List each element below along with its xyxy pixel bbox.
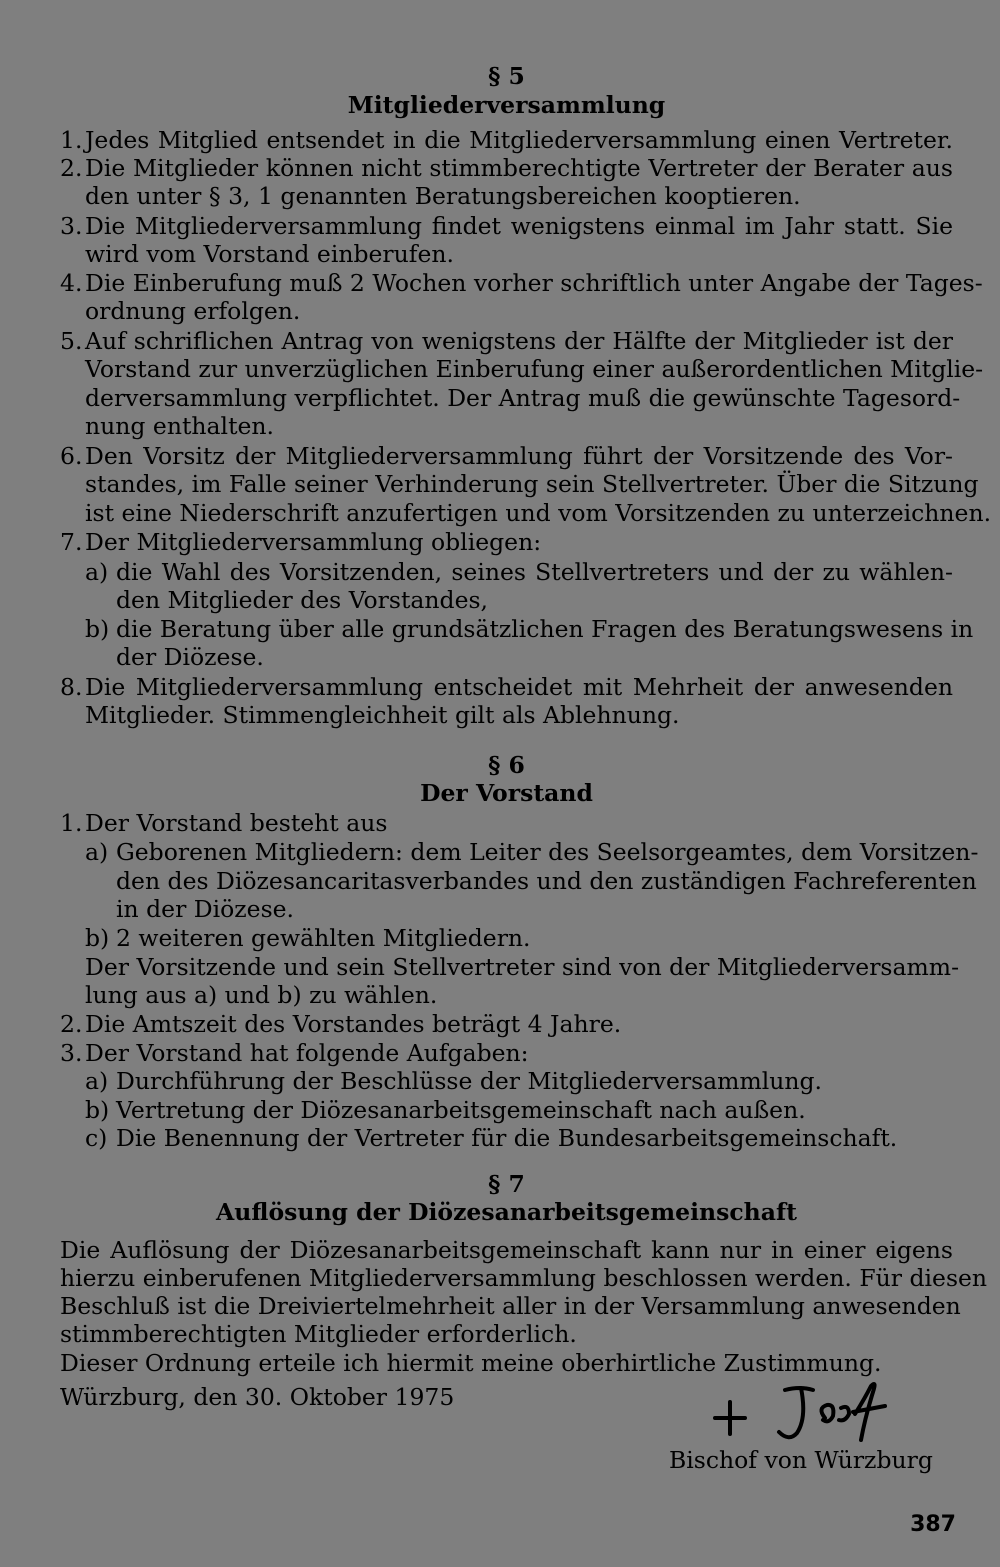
s5-item-6-cont: ist eine Niederschrift anzufertigen und vom Vorsitzenden zu unterzeichnen. xyxy=(85,499,992,527)
item-text: Den Vorsitz der Mitgliederversammlung führt der Vorsitzende des Vor- xyxy=(85,442,953,470)
item-text: Die Mitglieder können nicht stimmberechtigte Vertreter der Berater aus xyxy=(85,154,953,182)
item-number: 5. xyxy=(60,327,83,355)
s6-item-1-note-cont: lung aus a) und b) zu wählen. xyxy=(85,981,438,1009)
subitem-text: Durchführung der Beschlüsse der Mitgliederversammlung. xyxy=(116,1067,823,1095)
item-text: Die Amtszeit des Vorstandes beträgt 4 Jahre. xyxy=(85,1010,622,1038)
section-6-title: Der Vorstand xyxy=(420,779,593,807)
item-text: Auf schriflichen Antrag von wenigstens der Hälfte der Mitglieder ist der xyxy=(85,327,953,355)
item-number: 1. xyxy=(60,809,83,837)
s6-item-1a-cont: den des Diözesancaritasverbandes und den zuständigen Fachreferenten xyxy=(116,867,977,895)
item-number: 3. xyxy=(60,1039,83,1067)
s5-item-5 xyxy=(60,327,953,356)
item-text: Der Mitgliederversammlung obliegen: xyxy=(85,528,542,556)
s6-item-1-note: Der Vorsitzende und sein Stellvertreter sind von der Mitgliederversamm- xyxy=(85,953,960,981)
s5-item-4-cont: ordnung erfolgen. xyxy=(85,297,301,325)
item-number: 6. xyxy=(60,442,83,470)
s5-item-6-cont: standes, im Falle seiner Verhinderung sein Stellvertreter. Über die Sitzung xyxy=(85,470,979,498)
item-number: 4. xyxy=(60,269,83,297)
item-text: Der Vorstand hat folgende Aufgaben: xyxy=(85,1039,529,1067)
s6-item-1a-cont: in der Diözese. xyxy=(116,895,295,923)
s5-item-6 xyxy=(60,442,953,471)
subitem-label: b) xyxy=(85,924,110,952)
approval-text: Dieser Ordnung erteile ich hiermit meine oberhirtliche Zustimmung. xyxy=(60,1349,882,1377)
s6-item-3a xyxy=(85,1067,953,1096)
s5-item-4 xyxy=(60,269,983,298)
bishop-signature xyxy=(705,1378,905,1448)
page-number: 387 xyxy=(910,1512,956,1537)
section-5-sign: § 5 xyxy=(488,62,525,90)
s5-item-5-cont: nung enthalten. xyxy=(85,412,275,440)
section-5-title: Mitgliederversammlung xyxy=(347,91,666,119)
item-text: Die Mitgliederversammlung findet wenigstens einmal im Jahr statt. Sie xyxy=(85,212,953,240)
s5-item-3 xyxy=(60,212,953,241)
item-number: 7. xyxy=(60,528,83,556)
s5-item-1 xyxy=(60,126,953,155)
s5-item-5-cont: Vorstand zur unverzüglichen Einberufung einer außerordentlichen Mitglie- xyxy=(85,355,984,383)
s6-item-1 xyxy=(60,809,953,838)
place-date: Würzburg, den 30. Oktober 1975 xyxy=(60,1383,455,1411)
s5-item-7a xyxy=(85,558,953,587)
s5-item-7b-cont: der Diözese. xyxy=(116,643,264,671)
subitem-label: b) xyxy=(85,615,110,643)
item-text: Die Mitgliederversammlung entscheidet mit Mehrheit der anwesenden xyxy=(85,673,953,701)
s6-item-3c xyxy=(85,1124,953,1153)
subitem-text: Vertretung der Diözesanarbeitsgemeinschaft nach außen. xyxy=(116,1096,806,1124)
s6-item-3 xyxy=(60,1039,953,1068)
s7-text: hierzu einberufenen Mitgliederversammlung beschlossen werden. Für diesen xyxy=(60,1264,988,1292)
s6-item-2 xyxy=(60,1010,953,1039)
item-text: Jedes Mitglied entsendet in die Mitgliederversammlung einen Vertreter. xyxy=(85,126,953,154)
s5-item-8-cont: Mitglieder. Stimmengleichheit gilt als Ablehnung. xyxy=(85,701,680,729)
s7-text: Die Auflösung der Diözesanarbeitsgemeinschaft kann nur in einer eigens xyxy=(60,1236,953,1264)
s7-text: stimmberechtigten Mitglieder erforderlich. xyxy=(60,1320,577,1348)
s5-item-2 xyxy=(60,154,953,183)
section-6-sign: § 6 xyxy=(488,751,525,779)
subitem-text: 2 weiteren gewählten Mitgliedern. xyxy=(116,924,531,952)
s6-item-1a xyxy=(85,838,979,867)
item-number: 8. xyxy=(60,673,83,701)
subitem-text: die Wahl des Vorsitzenden, seines Stellvertreters und der zu wählen- xyxy=(116,558,953,586)
s5-item-5-cont: derversammlung verpflichtet. Der Antrag muß die gewünschte Tagesord- xyxy=(85,384,961,412)
s5-item-7 xyxy=(60,528,953,557)
s6-item-3b xyxy=(85,1096,953,1125)
item-number: 2. xyxy=(60,154,83,182)
subitem-label: a) xyxy=(85,838,109,866)
subitem-label: b) xyxy=(85,1096,110,1124)
subitem-label: a) xyxy=(85,558,109,586)
subitem-text: die Beratung über alle grundsätzlichen Fragen des Beratungswesens in xyxy=(116,615,974,643)
section-7-title: Auflösung der Diözesanarbeitsgemeinschaft xyxy=(216,1198,797,1226)
s7-text: Beschluß ist die Dreiviertelmehrheit aller in der Versammlung anwesenden xyxy=(60,1292,961,1320)
subitem-text: Die Benennung der Vertreter für die Bundesarbeitsgemeinschaft. xyxy=(116,1124,898,1152)
s5-item-7b xyxy=(85,615,974,644)
subitem-text: Geborenen Mitgliedern: dem Leiter des Seelsorgeamtes, dem Vorsitzen- xyxy=(116,838,979,866)
s5-item-3-cont: wird vom Vorstand einberufen. xyxy=(85,240,455,268)
section-7-sign: § 7 xyxy=(488,1170,525,1198)
item-text: Die Einberufung muß 2 Wochen vorher schriftlich unter Angabe der Tages- xyxy=(85,269,983,297)
signer-title: Bischof von Würzburg xyxy=(669,1446,933,1474)
s5-item-7a-cont: den Mitglieder des Vorstandes, xyxy=(116,586,489,614)
s6-item-1b xyxy=(85,924,953,953)
item-text: Der Vorstand besteht aus xyxy=(85,809,388,837)
item-number: 3. xyxy=(60,212,83,240)
item-number: 1. xyxy=(60,126,83,154)
subitem-label: a) xyxy=(85,1067,109,1095)
item-number: 2. xyxy=(60,1010,83,1038)
subitem-label: c) xyxy=(85,1124,108,1152)
s5-item-8 xyxy=(60,673,953,702)
s5-item-2-cont: den unter § 3, 1 genannten Beratungsbereichen kooptieren. xyxy=(85,182,801,210)
